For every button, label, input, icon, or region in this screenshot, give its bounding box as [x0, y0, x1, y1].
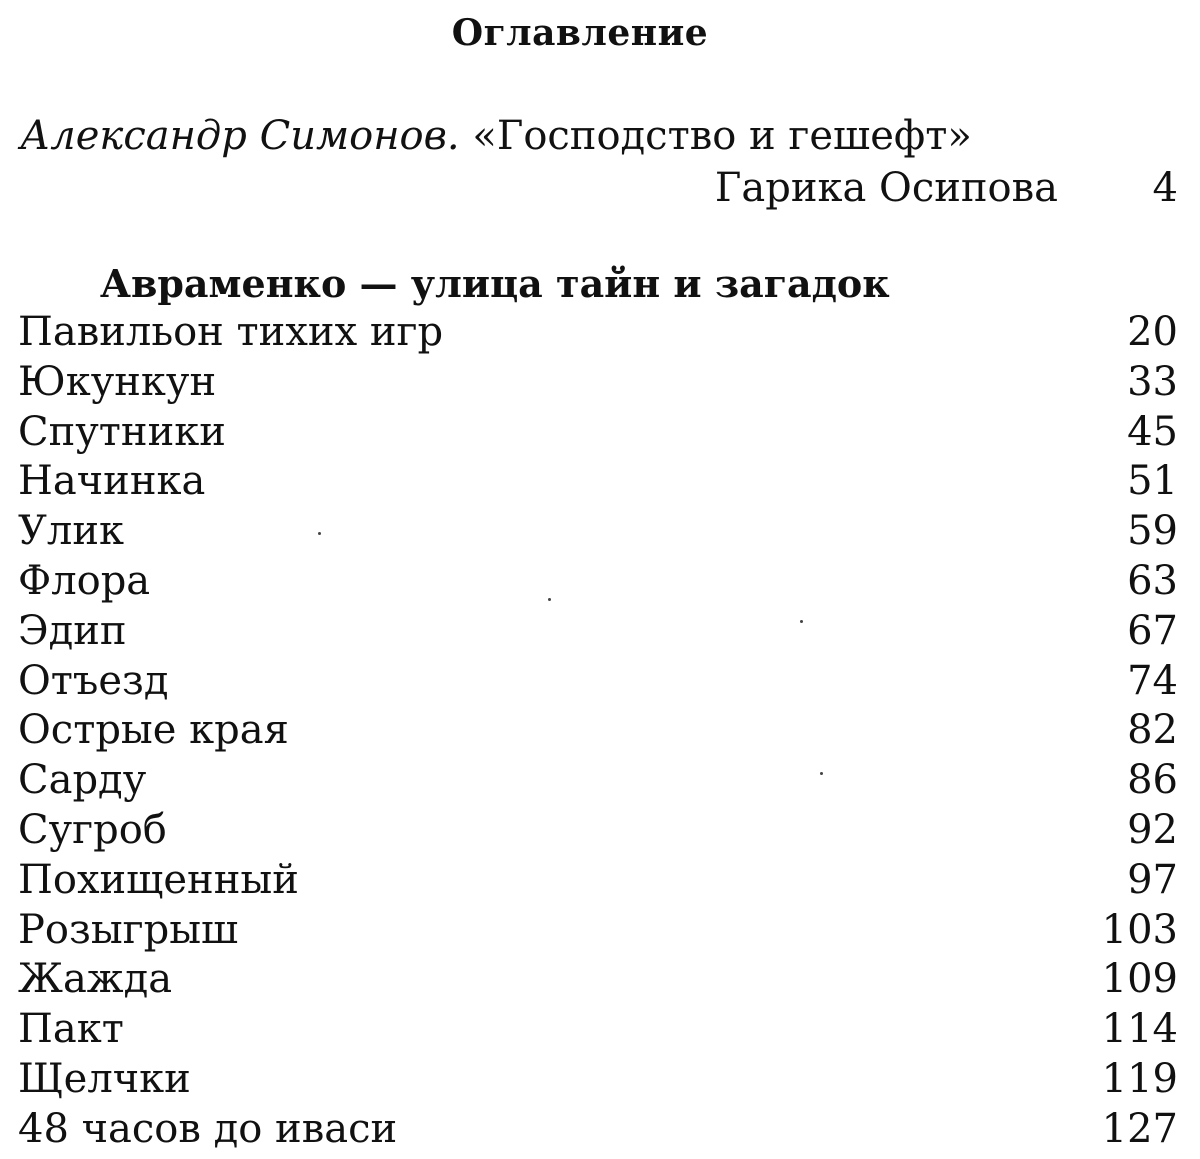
intro-title-line2: Гарика Осипова — [714, 165, 1058, 211]
toc-entry-title: Юкункун — [18, 358, 217, 405]
toc-entry — [18, 1005, 1178, 1055]
toc-entry — [18, 955, 1178, 1005]
toc-entry-title: Щелчки — [18, 1055, 191, 1102]
toc-entry-title: Флора — [18, 557, 151, 604]
toc-entry-title: Улик — [18, 508, 124, 555]
toc-entry — [18, 607, 1178, 657]
toc-entry-title: Похищенный — [18, 856, 299, 903]
toc-entry-list — [18, 308, 1178, 1155]
print-speck — [548, 598, 551, 601]
toc-entry-title: Розыгрыш — [18, 906, 239, 953]
toc-entry-title: Павильон тихих игр — [18, 309, 444, 355]
toc-entry-page-number: 45 — [1127, 408, 1178, 455]
toc-entry-title: 48 часов до иваси — [18, 1105, 398, 1152]
toc-entry — [18, 906, 1178, 956]
print-speck — [820, 772, 823, 775]
toc-entry-title: Эдип — [18, 607, 127, 654]
toc-entry — [18, 358, 1178, 408]
toc-entry-page-number: 20 — [1127, 309, 1178, 355]
toc-entry — [18, 308, 1178, 358]
toc-entry — [18, 706, 1178, 756]
toc-entry-page-number: 82 — [1127, 707, 1178, 754]
toc-entry-page-number: 109 — [1101, 956, 1178, 1003]
toc-entry-page-number: 74 — [1127, 657, 1178, 704]
toc-entry-page-number: 67 — [1127, 607, 1178, 654]
toc-entry-title: Сарду — [18, 757, 147, 804]
toc-entry-page-number: 59 — [1127, 508, 1178, 555]
toc-entry — [18, 756, 1178, 806]
toc-entry — [18, 806, 1178, 856]
toc-entry-title: Пакт — [18, 1006, 124, 1053]
toc-entry — [18, 1055, 1178, 1105]
toc-entry-page-number: 127 — [1101, 1105, 1178, 1152]
page-title: Оглавление — [451, 12, 709, 54]
toc-entry-page-number: 33 — [1127, 358, 1178, 405]
toc-entry — [18, 457, 1178, 507]
section-title: Авраменко — улица тайн и загадок — [100, 261, 890, 306]
intro-page-number: 4 — [1152, 165, 1178, 211]
toc-entry — [18, 557, 1178, 607]
toc-entry — [18, 856, 1178, 906]
toc-entry-title: Сугроб — [18, 806, 167, 853]
intro-title-line1: «Господство и гешефт» — [472, 113, 972, 159]
toc-entry-page-number: 97 — [1127, 856, 1178, 903]
toc-entry-title: Начинка — [18, 458, 206, 505]
toc-entry-title: Отъезд — [18, 657, 169, 704]
toc-entry-page-number: 103 — [1101, 906, 1178, 953]
toc-entry-page-number: 86 — [1127, 757, 1178, 804]
print-speck — [800, 620, 803, 623]
toc-entry — [18, 1105, 1178, 1155]
toc-entry-page-number: 92 — [1127, 806, 1178, 853]
toc-entry-title: Спутники — [18, 408, 226, 455]
intro-author: Александр Симонов. — [20, 113, 460, 159]
toc-entry-title: Жажда — [18, 956, 173, 1003]
toc-entry-page-number: 114 — [1101, 1006, 1178, 1053]
toc-entry-title: Острые края — [18, 707, 289, 754]
toc-entry-page-number: 51 — [1127, 458, 1178, 505]
intro-entry — [20, 110, 1180, 162]
toc-entry — [18, 408, 1178, 458]
toc-entry — [18, 507, 1178, 557]
toc-entry-page-number: 63 — [1127, 557, 1178, 604]
toc-entry — [18, 657, 1178, 707]
toc-entry-page-number: 119 — [1101, 1055, 1178, 1102]
print-speck — [318, 532, 321, 535]
